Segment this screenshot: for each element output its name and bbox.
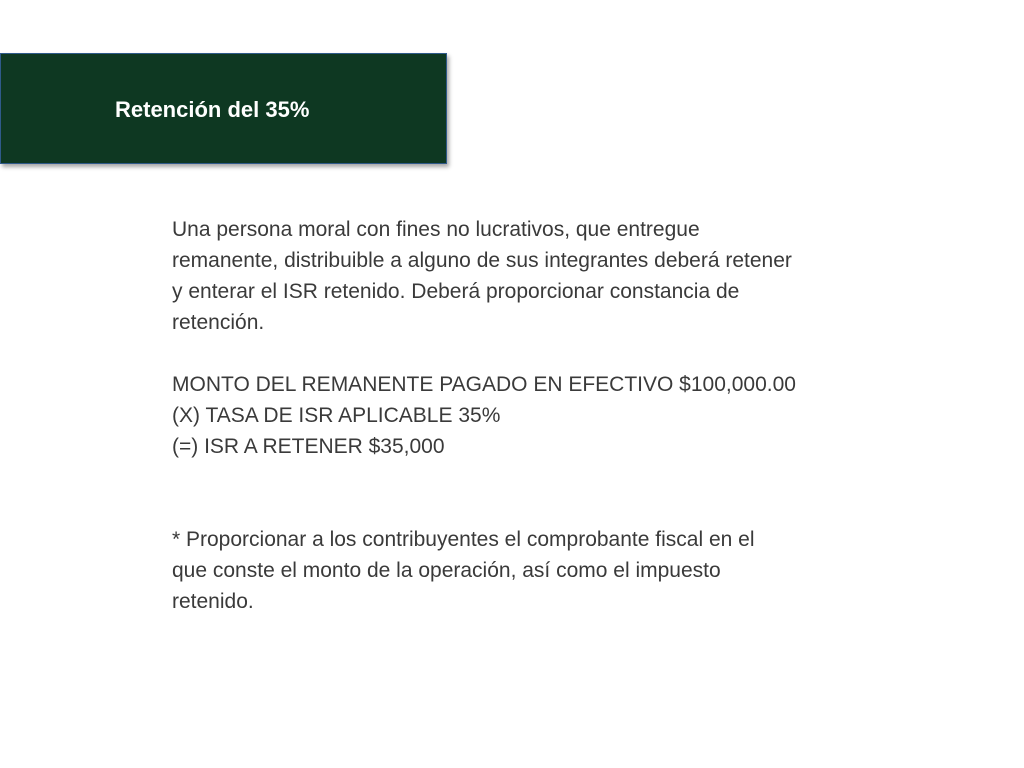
paragraph-line: retención.: [172, 311, 265, 334]
note-line: * Proporcionar a los contribuyentes el comprobante fiscal en el: [172, 528, 755, 551]
note-paragraph: [172, 524, 882, 617]
slide-title: Retención del 35%: [115, 97, 310, 122]
slide-body: [172, 214, 882, 617]
calc-rate-line: (X) TASA DE ISR APLICABLE 35%: [172, 404, 501, 427]
calculation-block: [172, 369, 882, 462]
paragraph-line: y enterar el ISR retenido. Deberá proporcionar constancia de: [172, 280, 740, 303]
spacer: [172, 338, 882, 369]
note-line: retenido.: [172, 590, 254, 613]
description-paragraph: [172, 214, 882, 338]
spacer: [172, 462, 882, 524]
calc-result-line: (=) ISR A RETENER $35,000: [172, 435, 445, 458]
paragraph-line: remanente, distribuible a alguno de sus integrantes deberá retener: [172, 249, 792, 272]
calc-amount-line: MONTO DEL REMANENTE PAGADO EN EFECTIVO $100,000.00: [172, 373, 796, 396]
paragraph-line: Una persona moral con fines no lucrativos, que entregue: [172, 218, 700, 241]
note-line: que conste el monto de la operación, así como el impuesto: [172, 559, 721, 582]
